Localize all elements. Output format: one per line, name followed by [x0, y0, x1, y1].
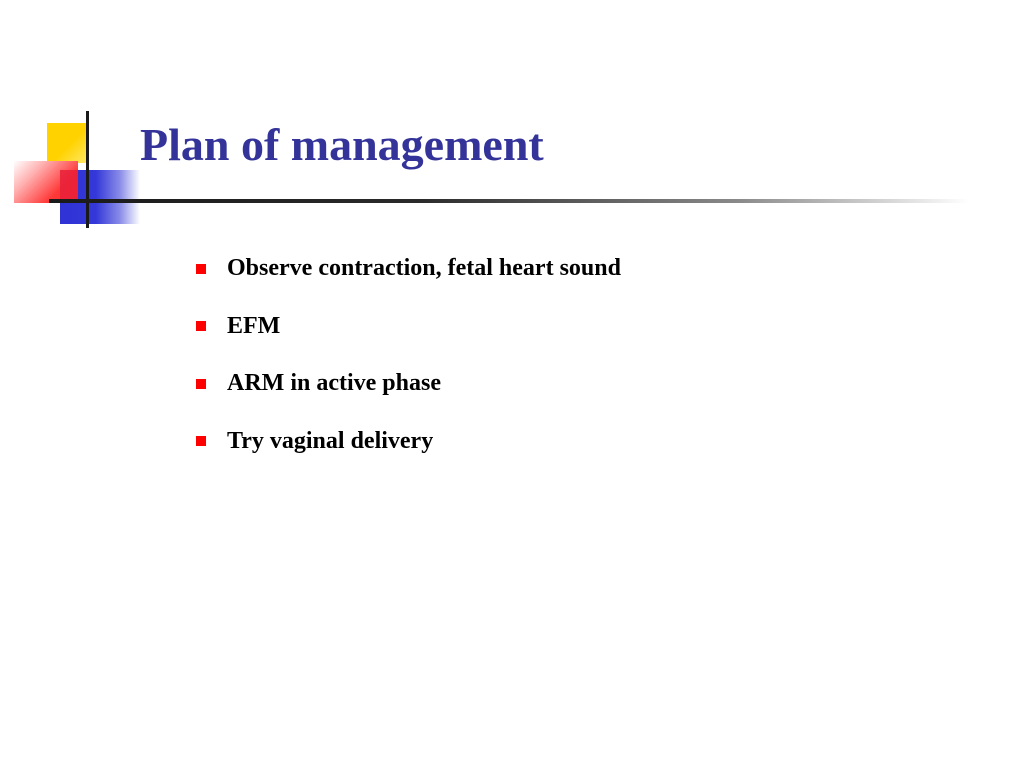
bullet-item: [196, 240, 621, 298]
bullet-text: EFM: [227, 312, 281, 339]
bullet-item: [196, 355, 621, 413]
bullet-text: Observe contraction, fetal heart sound: [227, 255, 621, 282]
yellow-square-decoration: [47, 123, 87, 163]
square-bullet-icon: [196, 264, 206, 274]
bullet-list: [196, 240, 621, 470]
square-bullet-icon: [196, 379, 206, 389]
square-bullet-icon: [196, 321, 206, 331]
bullet-item: [196, 298, 621, 356]
bullet-text: Try vaginal delivery: [227, 427, 434, 454]
square-bullet-icon: [196, 436, 206, 446]
bullet-text: ARM in active phase: [227, 370, 441, 397]
title-decoration: [0, 0, 150, 240]
bullet-item: [196, 413, 621, 471]
vertical-rule: [86, 111, 89, 228]
slide-title: Plan of management: [140, 119, 544, 170]
title-underline-rule: [49, 199, 969, 203]
